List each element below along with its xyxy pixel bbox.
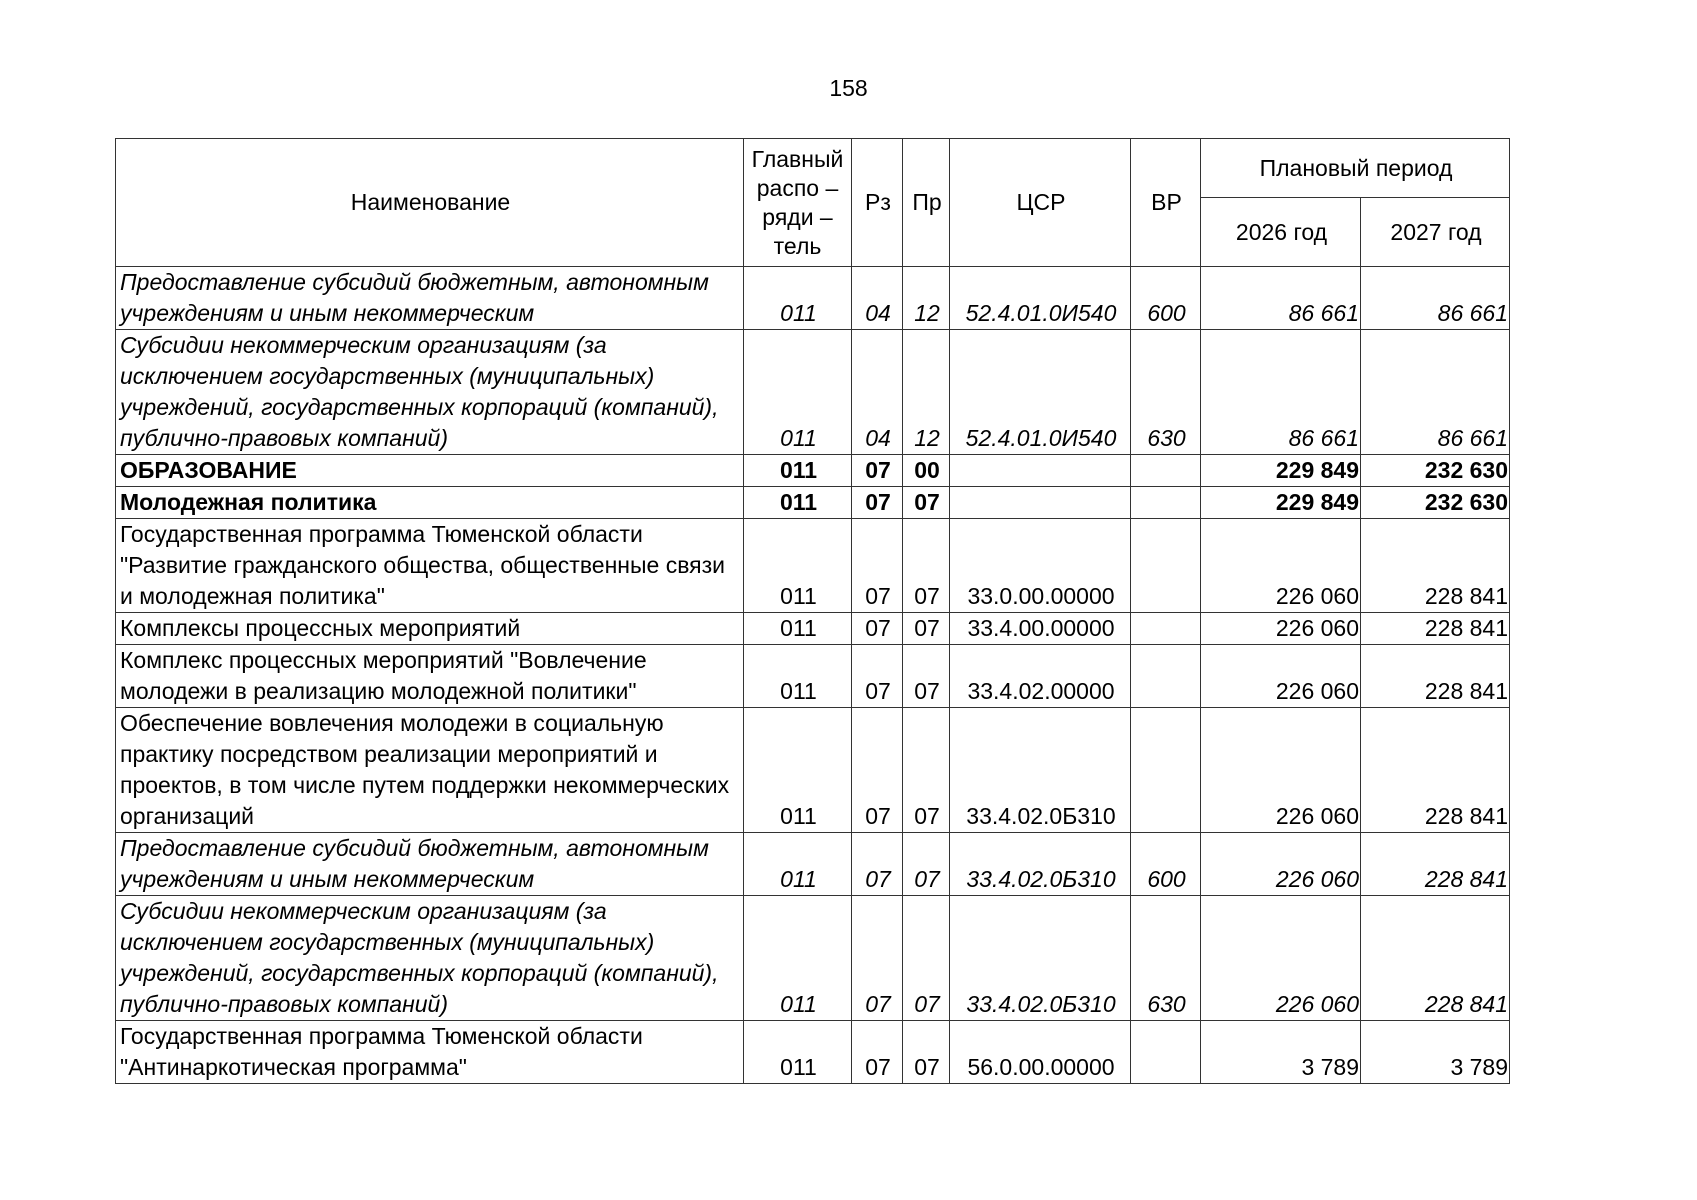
cell-2027: 228 841	[1361, 833, 1510, 896]
cell-main-manager: 011	[744, 613, 852, 645]
cell-name: ОБРАЗОВАНИЕ	[116, 455, 744, 487]
cell-pr: 07	[903, 708, 950, 833]
page-number: 158	[829, 75, 868, 101]
cell-vr	[1131, 455, 1201, 487]
table-row	[116, 330, 1510, 455]
cell-rz: 07	[852, 645, 903, 708]
table-body	[116, 267, 1510, 1084]
cell-rz: 07	[852, 519, 903, 613]
header-year-2026: 2026 год	[1201, 198, 1361, 267]
cell-main-manager: 011	[744, 455, 852, 487]
cell-csr: 33.0.00.00000	[950, 519, 1131, 613]
cell-vr	[1131, 1021, 1201, 1084]
header-planned-period: Плановый период	[1201, 139, 1510, 198]
cell-pr: 07	[903, 613, 950, 645]
cell-name: Субсидии некоммерческим организациям (за исключением государственных (муниципальных) учреждений, государственных корпораций (компаний), публично-правовых компаний)	[116, 330, 744, 455]
cell-2026: 226 060	[1201, 708, 1361, 833]
table-row	[116, 487, 1510, 519]
cell-csr: 52.4.01.0И540	[950, 267, 1131, 330]
cell-vr	[1131, 645, 1201, 708]
cell-2027: 232 630	[1361, 487, 1510, 519]
cell-2027: 228 841	[1361, 613, 1510, 645]
table-row	[116, 708, 1510, 833]
header-vr: ВР	[1131, 139, 1201, 267]
budget-table	[115, 138, 1510, 1084]
table-row	[116, 833, 1510, 896]
table-row	[116, 645, 1510, 708]
cell-2026: 86 661	[1201, 267, 1361, 330]
cell-pr: 12	[903, 267, 950, 330]
cell-main-manager: 011	[744, 267, 852, 330]
cell-rz: 07	[852, 896, 903, 1021]
cell-name: Государственная программа Тюменской области "Антинаркотическая программа"	[116, 1021, 744, 1084]
cell-2027: 228 841	[1361, 645, 1510, 708]
cell-pr: 07	[903, 833, 950, 896]
cell-rz: 07	[852, 455, 903, 487]
table-row	[116, 455, 1510, 487]
cell-name: Государственная программа Тюменской области "Развитие гражданского общества, общественные связи и молодежная политика"	[116, 519, 744, 613]
cell-name: Обеспечение вовлечения молодежи в социальную практику посредством реализации мероприятий и проектов, в том числе путем поддержки некоммерческих организаций	[116, 708, 744, 833]
cell-2026: 226 060	[1201, 833, 1361, 896]
cell-2026: 226 060	[1201, 896, 1361, 1021]
cell-name: Комплекс процессных мероприятий "Вовлечение молодежи в реализацию молодежной политики"	[116, 645, 744, 708]
cell-main-manager: 011	[744, 833, 852, 896]
header-year-2027: 2027 год	[1361, 198, 1510, 267]
cell-vr: 630	[1131, 330, 1201, 455]
cell-rz: 04	[852, 330, 903, 455]
table-header	[116, 139, 1510, 267]
cell-pr: 07	[903, 896, 950, 1021]
cell-rz: 04	[852, 267, 903, 330]
cell-main-manager: 011	[744, 519, 852, 613]
cell-2027: 232 630	[1361, 455, 1510, 487]
cell-rz: 07	[852, 708, 903, 833]
cell-2027: 228 841	[1361, 896, 1510, 1021]
header-pr: Пр	[903, 139, 950, 267]
cell-2027: 86 661	[1361, 267, 1510, 330]
cell-2027: 228 841	[1361, 519, 1510, 613]
cell-main-manager: 011	[744, 708, 852, 833]
cell-rz: 07	[852, 613, 903, 645]
cell-vr	[1131, 613, 1201, 645]
cell-pr: 07	[903, 1021, 950, 1084]
cell-csr: 33.4.02.0Б310	[950, 896, 1131, 1021]
cell-vr: 600	[1131, 833, 1201, 896]
cell-vr	[1131, 708, 1201, 833]
cell-csr	[950, 455, 1131, 487]
table-row	[116, 1021, 1510, 1084]
table-row	[116, 613, 1510, 645]
cell-2027: 228 841	[1361, 708, 1510, 833]
cell-2026: 229 849	[1201, 487, 1361, 519]
table-row	[116, 267, 1510, 330]
header-rz: Рз	[852, 139, 903, 267]
cell-name: Предоставление субсидий бюджетным, автономным учреждениям и иным некоммерческим	[116, 833, 744, 896]
cell-pr: 12	[903, 330, 950, 455]
cell-pr: 00	[903, 455, 950, 487]
cell-rz: 07	[852, 833, 903, 896]
cell-2026: 3 789	[1201, 1021, 1361, 1084]
table-row	[116, 896, 1510, 1021]
cell-main-manager: 011	[744, 487, 852, 519]
table-row	[116, 519, 1510, 613]
cell-main-manager: 011	[744, 645, 852, 708]
cell-2026: 226 060	[1201, 613, 1361, 645]
cell-2027: 86 661	[1361, 330, 1510, 455]
cell-rz: 07	[852, 1021, 903, 1084]
cell-2026: 229 849	[1201, 455, 1361, 487]
cell-main-manager: 011	[744, 330, 852, 455]
cell-main-manager: 011	[744, 1021, 852, 1084]
cell-main-manager: 011	[744, 896, 852, 1021]
header-main-manager: Главный распо – ряди – тель	[744, 139, 852, 267]
header-name: Наименование	[116, 139, 744, 267]
cell-vr: 600	[1131, 267, 1201, 330]
cell-pr: 07	[903, 519, 950, 613]
cell-2026: 226 060	[1201, 519, 1361, 613]
cell-rz: 07	[852, 487, 903, 519]
cell-name: Комплексы процессных мероприятий	[116, 613, 744, 645]
cell-csr: 33.4.02.00000	[950, 645, 1131, 708]
cell-name: Субсидии некоммерческим организациям (за исключением государственных (муниципальных) учреждений, государственных корпораций (компаний), публично-правовых компаний)	[116, 896, 744, 1021]
cell-name: Молодежная политика	[116, 487, 744, 519]
cell-vr	[1131, 487, 1201, 519]
cell-2026: 86 661	[1201, 330, 1361, 455]
cell-csr: 33.4.02.0Б310	[950, 833, 1131, 896]
cell-csr	[950, 487, 1131, 519]
cell-csr: 52.4.01.0И540	[950, 330, 1131, 455]
cell-vr	[1131, 519, 1201, 613]
header-csr: ЦСР	[950, 139, 1131, 267]
cell-2027: 3 789	[1361, 1021, 1510, 1084]
cell-vr: 630	[1131, 896, 1201, 1021]
cell-csr: 33.4.00.00000	[950, 613, 1131, 645]
cell-csr: 56.0.00.00000	[950, 1021, 1131, 1084]
cell-pr: 07	[903, 645, 950, 708]
cell-csr: 33.4.02.0Б310	[950, 708, 1131, 833]
cell-name: Предоставление субсидий бюджетным, автономным учреждениям и иным некоммерческим	[116, 267, 744, 330]
cell-2026: 226 060	[1201, 645, 1361, 708]
cell-pr: 07	[903, 487, 950, 519]
